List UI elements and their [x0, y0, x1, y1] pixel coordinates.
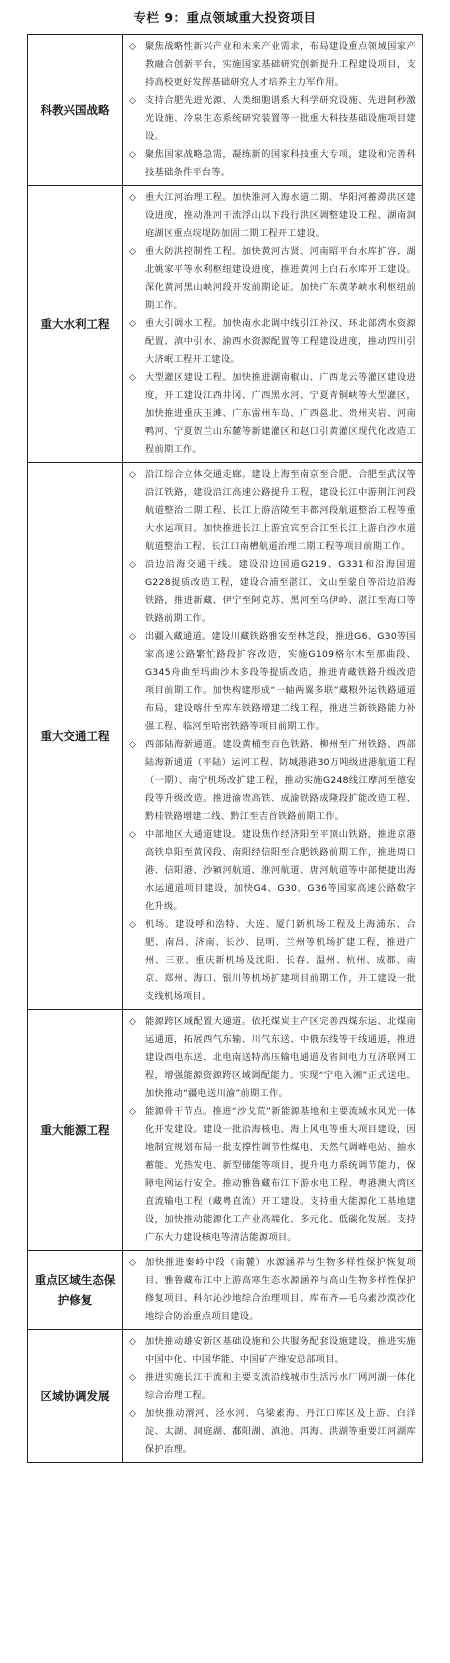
list-item-text: 能源跨区域配置大通道。依托煤炭主产区完善西煤东运、北煤南运通道，拓展西气东输、川气东送、中俄东线等干线通道，推进建设西电东送、北电南送特高压输电通道及省间电力互济联网工程，增强能源资源跨区域调配能力。实现“宁电入湘”正式送电。加快推动“疆电送川渝”前期工作。 [145, 1016, 416, 1099]
diamond-bullet-icon: ◇ [129, 1337, 137, 1347]
list-item-text: 重大防洪控制性工程。加快黄河古贤、河南昭平台水库扩容、湖北姚家平等水利枢纽建设进度，推进黄河上白石水库开工建设。深化黄河黑山峡河段开发前期论证。加快广东黄茅峡水利枢纽前期工作。 [145, 246, 416, 311]
section-content [123, 1251, 423, 1330]
section-category: 科教兴国战略 [28, 35, 123, 186]
list-item [129, 243, 416, 315]
project-table-body [28, 35, 423, 1463]
list-item-text: 加快推动渭河、泾水河、乌梁素海、丹江口库区及上游、白洋淀、太湖、洞庭湖、鄱阳湖、滇池、洱海、洪湖等重要江河湖库保护治理。 [145, 1408, 416, 1455]
diamond-bullet-icon: ◇ [129, 1373, 137, 1383]
list-item [129, 146, 416, 182]
diamond-bullet-icon: ◇ [129, 96, 137, 106]
diamond-bullet-icon: ◇ [129, 920, 137, 930]
list-item [129, 736, 416, 826]
list-item [129, 1405, 416, 1459]
diamond-bullet-icon: ◇ [129, 1409, 137, 1419]
project-table [27, 34, 423, 1463]
panel-title: 专栏 9：重点领域重大投资项目 [133, 10, 317, 25]
list-item [129, 1369, 416, 1405]
section-content [123, 35, 423, 186]
list-item [129, 1103, 416, 1247]
list-item-text: 机场。建设呼和浩特、大连、厦门新机场工程及上海浦东、合肥、南昌、济南、长沙、昆明、兰州等机场扩建工程，推进广州、三亚、重庆新机场及沈阳、长春、温州、杭州、成都、南京、郑州、海口、银川等机场扩建项目前期工作，开工建设一批支线机场项目。 [145, 919, 416, 1002]
list-item [129, 315, 416, 369]
section-content [123, 463, 423, 1010]
diamond-bullet-icon: ◇ [129, 740, 137, 750]
list-item-text: 重大引调水工程。加快南水北调中线引江补汉、环北部湾水资源配置、滇中引水、渝西水资源配置等工程建设进度，推动四川引大济岷工程开工建设。 [145, 318, 416, 365]
diamond-bullet-icon: ◇ [129, 470, 137, 480]
list-item [129, 189, 416, 243]
list-item [129, 916, 416, 1006]
list-item-text: 能源骨干节点。推进“沙戈荒”新能源基地和主要流域水风光一体化开发建设。建设一批沿海核电、海上风电等重大项目建设，因地制宜规划布局一批支撑性调节性煤电、天然气调峰电站、抽水蓄能、光热发电、新型储能等项目，提升电力系统调节能力，保障电网运行安全。推动雅鲁藏布江下游水电工程、粤港澳大湾区直流输电工程（藏粤直流）开工建设。支持重大能源化工基地建设，加快推动能源化工产业高端化、多元化、低碳化发展。支持广东大力建设核电等清洁能源项目。 [145, 1106, 416, 1243]
list-item-text: 出疆入藏通道。建设川藏铁路雅安至林芝段，推进G6、G30等国家高速公路繁忙路段扩容改造，实施G109格尔木至那曲段、G345舟曲至玛曲沙木多段等提质改造，推进青藏铁路升级改造项目前期工作。加快构建形成“一轴两翼多联”藏粮外运铁路通道布局，建设喀什至库车铁路增建二线工程，推进兰新铁路能力补强工程、临河至哈密铁路等项目前期工作。 [145, 631, 416, 732]
list-item-text: 西部陆海新通道。建设黄桶至百色铁路、柳州至广州铁路、西部陆海新通道（平陆）运河工程、防城港港30万吨级进港航道工程（一期）、南宁机场改扩建工程，推动实施G248线江摩河至德安段等升级改造。推进渝贵高铁、成渝铁路成隆段扩能改造工程、黔桂铁路增建二线、黔江至吉首铁路前期工作。 [145, 739, 416, 822]
list-item [129, 466, 416, 556]
section-content [123, 1330, 423, 1463]
list-item-text: 聚焦战略性新兴产业和未来产业需求，布局建设重点领域国家产教融合创新平台，实施国家基础研究创新提升工程建设项目，支持高校更好发挥基础研究人才培养主力军作用。 [145, 41, 416, 88]
list-item-text: 聚焦国家战略急需，凝练新的国家科技重大专项，建设和完善科技基础条件平台等。 [145, 149, 416, 178]
list-item-text: 支持合肥先进光源、人类细胞谱系大科学研究设施、先进阿秒激光设施、冷泉生态系统研究装置等一批重大科技基础设施项目建设。 [145, 95, 416, 142]
diamond-bullet-icon: ◇ [129, 42, 137, 52]
list-item-text: 大型灌区建设工程。加快推进湖南椒山、广西龙云等灌区建设进度，开工建设江西井冈、广西黑水河、宁夏青铜峡等大型灌区，加快推进重庆玉滩、广东雷州车岛、广西邕北、贵州夹岩、河南鸭河、宁夏贺兰山东麓等新建灌区和赵口引黄灌区现代化改造工程前期工作。 [145, 372, 416, 455]
list-item [129, 1013, 416, 1103]
section-category: 重点区域生态保护修复 [28, 1251, 123, 1330]
section-category: 重大交通工程 [28, 463, 123, 1010]
list-item [129, 1333, 416, 1369]
diamond-bullet-icon: ◇ [129, 1017, 137, 1027]
diamond-bullet-icon: ◇ [129, 373, 137, 383]
diamond-bullet-icon: ◇ [129, 1258, 137, 1268]
list-item-text: 沿边沿海交通干线。建设沿边国道G219、G331和沿海国道G228提质改造工程，建设合浦至湛江、文山至蒙自等沿边沿海铁路，推进新藏、伊宁至阿克苏、黑河至乌伊岭、湛江至海口等铁路前期工作。 [145, 559, 416, 624]
list-item-text: 沿江综合立体交通走廊。建设上海至南京至合肥、合肥至武汉等沿江铁路，建设沿江高速公路提升工程，建设长江中游荆江河段航道整治二期工程、长江上游涪陵至丰都河段航道整治工程等重大水运项目。加快推进长江上游宜宾至合江至长江上游白沙水道航道整治工程、长江口南槽航道治理二期工程等项目前期工作。 [145, 469, 416, 552]
diamond-bullet-icon: ◇ [129, 319, 137, 329]
section-row [28, 463, 423, 1010]
diamond-bullet-icon: ◇ [129, 150, 137, 160]
section-row [28, 1251, 423, 1330]
list-item-text: 推进实施长江干流和主要支流沿线城市生活污水厂网河湖一体化综合治理工程。 [145, 1372, 416, 1401]
section-category: 重大水利工程 [28, 186, 123, 463]
diamond-bullet-icon: ◇ [129, 1107, 137, 1117]
section-row [28, 35, 423, 186]
list-item-text: 中部地区大通道建设。建设焦作经济阳至平顶山铁路，推进京港高铁阜阳至黄冈段、南阳经信阳至合肥铁路前期工作，推进周口港、信阳港、沙颍河航道、淮河航道、唐河航道等中部便捷出海水运通道项目建设，加快G4、G30、G36等国家高速公路数字化升级。 [145, 829, 416, 912]
list-item [129, 628, 416, 736]
diamond-bullet-icon: ◇ [129, 560, 137, 570]
list-item [129, 1254, 416, 1326]
section-content [123, 186, 423, 463]
list-item-text: 重大江河治理工程。加快淮河入海水道二期、华阳河蓄滞洪区建设进度，推动淮河干流浮山以下段行洪区调整建设工程、湖南洞庭湖区重点垸堤防加固二期工程开工建设。 [145, 192, 416, 239]
diamond-bullet-icon: ◇ [129, 632, 137, 642]
section-row [28, 1330, 423, 1463]
section-row [28, 1010, 423, 1251]
section-row [28, 186, 423, 463]
diamond-bullet-icon: ◇ [129, 247, 137, 257]
list-item [129, 556, 416, 628]
section-category: 区域协调发展 [28, 1330, 123, 1463]
section-content [123, 1010, 423, 1251]
list-item [129, 38, 416, 92]
list-item [129, 369, 416, 459]
list-item-text: 加快推动雄安新区基础设施和公共服务配套设施建设，推进实施中国中化、中国华能、中国矿产维安总部项目。 [145, 1336, 416, 1365]
list-item [129, 826, 416, 916]
diamond-bullet-icon: ◇ [129, 830, 137, 840]
section-category: 重大能源工程 [28, 1010, 123, 1251]
list-item [129, 92, 416, 146]
diamond-bullet-icon: ◇ [129, 193, 137, 203]
list-item-text: 加快推进秦岭中段（南麓）水源涵养与生物多样性保护恢复项目、雅鲁藏布江中上游高寒生态水源涵养与高山生物多样性保护修复项目、科尔沁沙地综合治理项目、库布齐—毛乌素沙漠沙化地综合防治重点项目建设。 [145, 1257, 416, 1322]
